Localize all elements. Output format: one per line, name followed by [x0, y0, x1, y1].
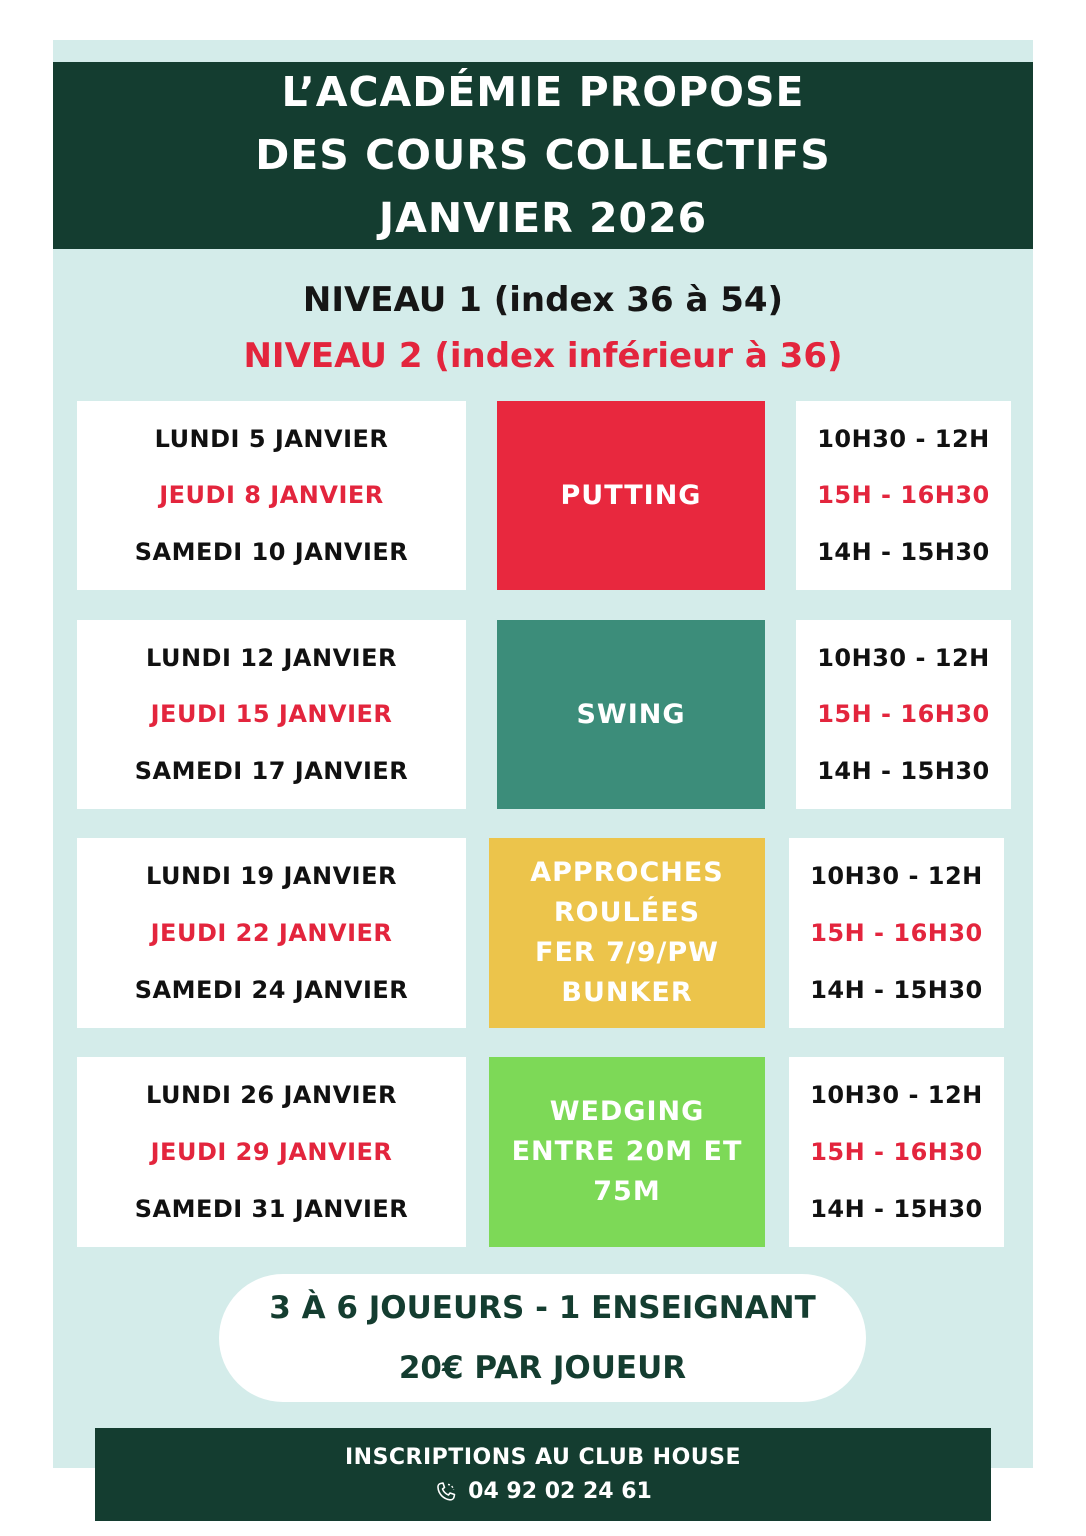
- category-line-3: 75M: [593, 1176, 661, 1207]
- price-text: 20€ PAR JOUEUR: [398, 1350, 687, 1386]
- session-1-times: [796, 401, 1011, 590]
- date-thursday: JEUDI 22 JANVIER: [150, 918, 393, 947]
- time-thursday: 15H - 16H30: [817, 481, 990, 510]
- category-line-1: WEDGING: [549, 1096, 705, 1127]
- date-monday: LUNDI 26 JANVIER: [146, 1081, 397, 1110]
- levels-block: [53, 272, 1033, 384]
- date-saturday: SAMEDI 17 JANVIER: [134, 756, 409, 785]
- time-thursday: 15H - 16H30: [817, 700, 990, 729]
- date-saturday: SAMEDI 24 JANVIER: [134, 975, 409, 1004]
- category-wedging: [489, 1057, 765, 1247]
- category-line-1: APPROCHES: [530, 857, 724, 888]
- session-4-dates: [77, 1057, 466, 1247]
- level-1-text: NIVEAU 1 (index 36 à 54): [302, 280, 784, 320]
- category-label: PUTTING: [560, 479, 702, 511]
- date-thursday: JEUDI 8 JANVIER: [159, 481, 384, 510]
- time-saturday: 14H - 15H30: [817, 756, 990, 785]
- header-line-1: L’ACADÉMIE PROPOSE: [281, 68, 805, 116]
- time-saturday: 14H - 15H30: [810, 1194, 983, 1223]
- phone-line[interactable]: [434, 1475, 652, 1509]
- phone-icon: [434, 1480, 458, 1504]
- registration-text: INSCRIPTIONS AU CLUB HOUSE: [344, 1444, 742, 1470]
- session-4-times: [789, 1057, 1004, 1247]
- time-monday: 10H30 - 12H: [810, 1081, 983, 1110]
- date-monday: LUNDI 5 JANVIER: [154, 425, 389, 454]
- time-saturday: 14H - 15H30: [810, 975, 983, 1004]
- category-line-3: FER 7/9/PW: [535, 937, 719, 968]
- phone-number[interactable]: 04 92 02 24 61: [468, 1478, 652, 1504]
- header-line-3: JANVIER 2026: [378, 194, 708, 242]
- date-thursday: JEUDI 29 JANVIER: [150, 1137, 393, 1166]
- session-3-dates: [77, 838, 466, 1028]
- category-label: SWING: [576, 698, 686, 730]
- header-line-2: DES COURS COLLECTIFS: [255, 131, 831, 179]
- session-2-times: [796, 620, 1011, 809]
- time-monday: 10H30 - 12H: [810, 862, 983, 891]
- poster-header: [53, 62, 1033, 249]
- session-2-dates: [77, 620, 466, 809]
- time-thursday: 15H - 16H30: [810, 918, 983, 947]
- time-monday: 10H30 - 12H: [817, 425, 990, 454]
- category-putting: [497, 401, 765, 590]
- level-2-text: NIVEAU 2 (index inférieur à 36): [243, 336, 843, 376]
- time-saturday: 14H - 15H30: [817, 537, 990, 566]
- date-saturday: SAMEDI 10 JANVIER: [134, 537, 409, 566]
- date-monday: LUNDI 19 JANVIER: [146, 862, 397, 891]
- date-thursday: JEUDI 15 JANVIER: [150, 700, 393, 729]
- category-approches: [489, 838, 765, 1028]
- category-line-4: BUNKER: [561, 977, 693, 1008]
- time-thursday: 15H - 16H30: [810, 1137, 983, 1166]
- players-text: 3 À 6 JOUEURS - 1 ENSEIGNANT: [269, 1290, 816, 1326]
- session-3-times: [789, 838, 1004, 1028]
- time-monday: 10H30 - 12H: [817, 644, 990, 673]
- date-monday: LUNDI 12 JANVIER: [146, 644, 397, 673]
- category-line-2: ENTRE 20M ET: [511, 1136, 743, 1167]
- category-swing: [497, 620, 765, 809]
- footer-banner: [95, 1428, 991, 1521]
- category-line-2: ROULÉES: [553, 897, 701, 928]
- session-1-dates: [77, 401, 466, 590]
- pricing-pill: [219, 1274, 866, 1402]
- date-saturday: SAMEDI 31 JANVIER: [134, 1194, 409, 1223]
